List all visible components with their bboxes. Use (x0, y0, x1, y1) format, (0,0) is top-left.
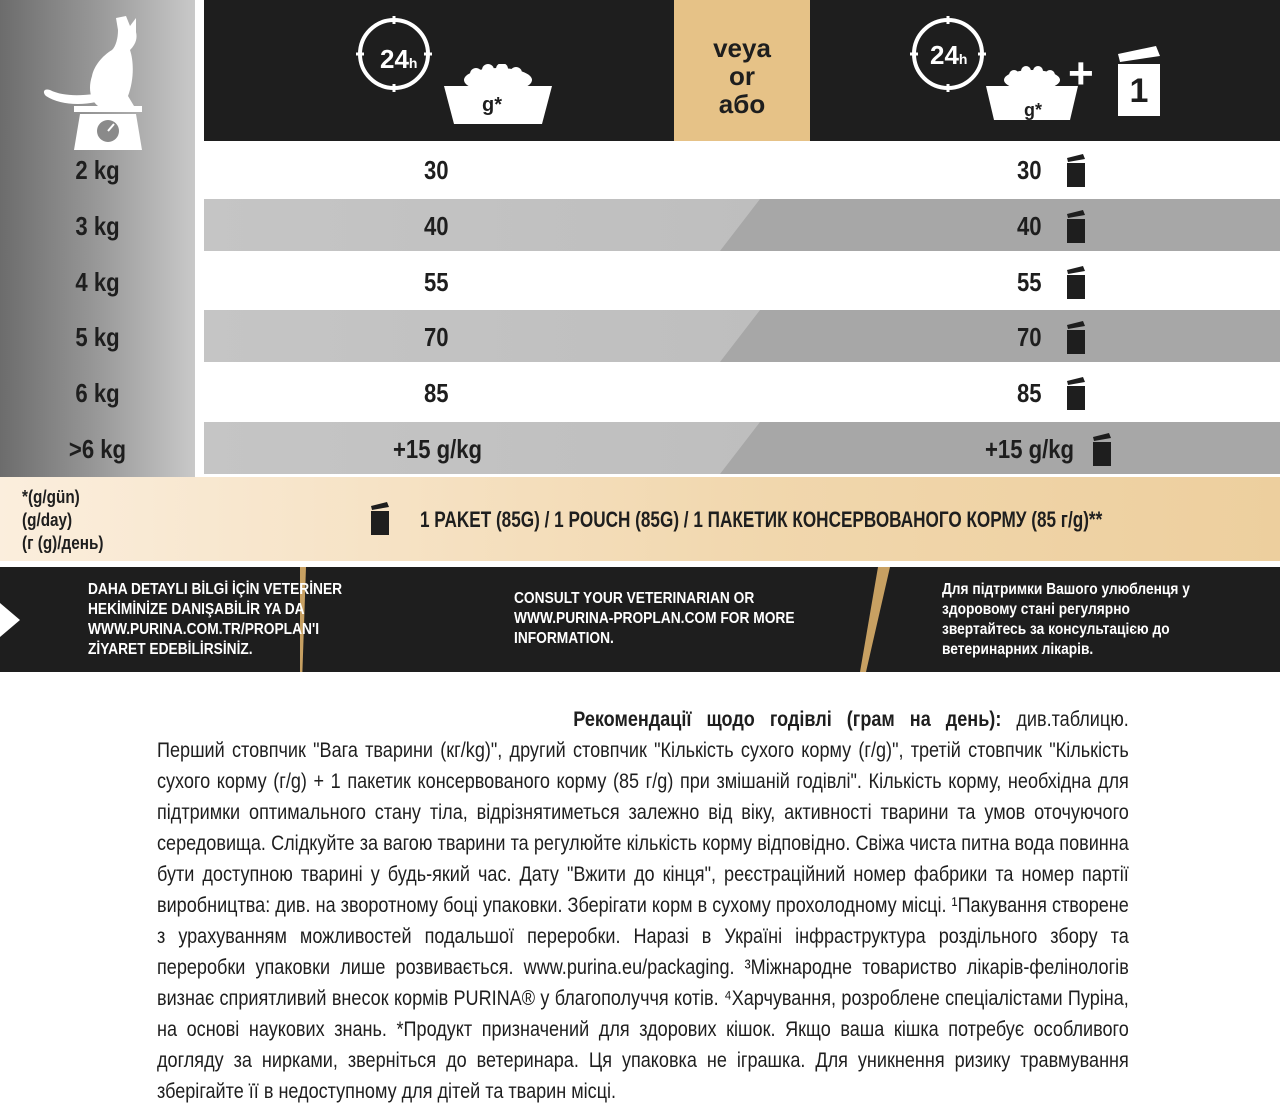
time-label: 24h (380, 44, 418, 74)
dry-amount: 40 (424, 211, 449, 241)
dry-amount: +15 g/kg (393, 434, 483, 464)
header-or (674, 0, 810, 141)
legend-line: *(g/gün) (22, 487, 80, 507)
dry-amount: 30 (424, 155, 449, 185)
weight-label: 3 kg (75, 211, 120, 241)
grams-label: g* (482, 94, 502, 116)
pouch-icon (1066, 320, 1086, 354)
table-row (204, 199, 1280, 251)
weight-label: >6 kg (68, 434, 127, 464)
info-band (0, 567, 1280, 672)
legend-line: (g/day) (22, 510, 73, 530)
time-label: 24h (930, 40, 968, 70)
or-word: or (729, 61, 755, 91)
mixed-amount: +15 g/kg (985, 434, 1075, 464)
cat-on-scale-icon (38, 10, 150, 150)
pouch-note: 1 PAKET (85G) / 1 POUCH (85G) / 1 ПАКЕТИК КОНСЕРВОВАНОГО КОРМУ (85 г/g)** (420, 507, 1103, 532)
dry-amount: 70 (424, 322, 449, 352)
mixed-amount: 85 (1017, 378, 1042, 408)
table-row (204, 144, 1280, 196)
pouch-count: 1 (1129, 72, 1149, 110)
or-word: або (718, 89, 766, 119)
feeding-instructions (157, 704, 1129, 1107)
mixed-amount: 30 (1017, 155, 1042, 185)
weight-label: 5 kg (75, 322, 120, 352)
weight-label: 6 kg (75, 378, 120, 408)
info-text-en: CONSULT YOUR VETERINARIAN OR WWW.PURINA-PROPLAN.COM FOR MORE INFORMATION. (514, 590, 795, 647)
info-text-tr: DAHA DETAYLI BİLGİ İÇİN VETERİNER HEKİMİNİZE DANIŞABİLİR YA DA WWW.PURINA.COM.TR/PROPLAN'I ZİYARET EDEBİLİRSİNİZ. (88, 581, 343, 658)
header-mixed-food (810, 0, 1280, 141)
feeding-text: див.таблицю. Перший стовпчик "Вага тварини (кг/kg)", другий стовпчик "Кількість сухого корму (г/g)", третій стовпчик "Кількість сухого корму (г/g) + 1 пакетик консервованого корму (85 г/g) при змішаній годівлі". Кількість корму, необхідна для підтримки оптимального стану тіла, відрізнятиметься залежно від віку, активності тварини та умов оточуючого середовища. Слідкуйте за вагою тварини та регулюйте кількість корму відповідно. Свіжа чиста питна вода повинна бути доступною тварині у будь-який час. Дату "Вжити до кінця", реєстраційний номер фабрики та номер партії виробництва: див. на зворотному боці упаковки. Зберігати корм в сухому прохолодному місці. ¹Пакування створене з урахуванням можливостей подальшої переробки. Наразі в Україні інфраструктура роздільного збору та переробки упаковки лише розвивається. www.purina.eu/packaging. ³Міжнародне товариство лікарів-фелінологів визнає сприятливий внесок кормів PURINA® у благополуччя котів. ⁴Харчування, розроблене спеціалістами Пуріна, на основі наукових знань. *Продукт призначений для здорових кішок. Якщо ваша кішка потребує особливого догляду за нирками, зверніться до ветеринара. Ця упаковка не іграшка. Для уникнення ризику травмування зберігайте її в недоступному для дітей та тварин місці. (157, 708, 1129, 1103)
arrow-right-icon (0, 603, 22, 637)
dry-amount: 55 (424, 267, 449, 297)
table-row (204, 255, 1280, 307)
table-row (204, 366, 1280, 418)
divider (860, 567, 890, 672)
pouch-icon (1066, 265, 1086, 299)
pouch-icon (1066, 153, 1086, 187)
info-text-ua: Для підтримки Вашого улюбленця у здоровому стані регулярно звертайтесь за консультацією до ветеринарних лікарів. (942, 581, 1190, 658)
grams-label: g* (1024, 100, 1042, 120)
pouch-icon (370, 501, 390, 535)
mixed-amount: 40 (1017, 211, 1042, 241)
dry-amount: 85 (424, 378, 449, 408)
pouch-icon (1066, 209, 1086, 243)
plus-sign: + (1068, 49, 1094, 98)
or-word: veya (713, 33, 771, 63)
mixed-amount: 70 (1017, 322, 1042, 352)
mixed-amount: 55 (1017, 267, 1042, 297)
table-row (204, 422, 1280, 474)
header-dry-food (204, 0, 674, 141)
table-row (204, 310, 1280, 362)
legend-line: (г (g)/день) (22, 533, 104, 553)
weight-label: 2 kg (75, 155, 120, 185)
pouch-icon (1092, 432, 1112, 466)
pouch-icon (1066, 376, 1086, 410)
weight-label: 4 kg (75, 267, 120, 297)
feeding-heading: Рекомендації щодо годівлі (грам на день): (573, 708, 1002, 731)
